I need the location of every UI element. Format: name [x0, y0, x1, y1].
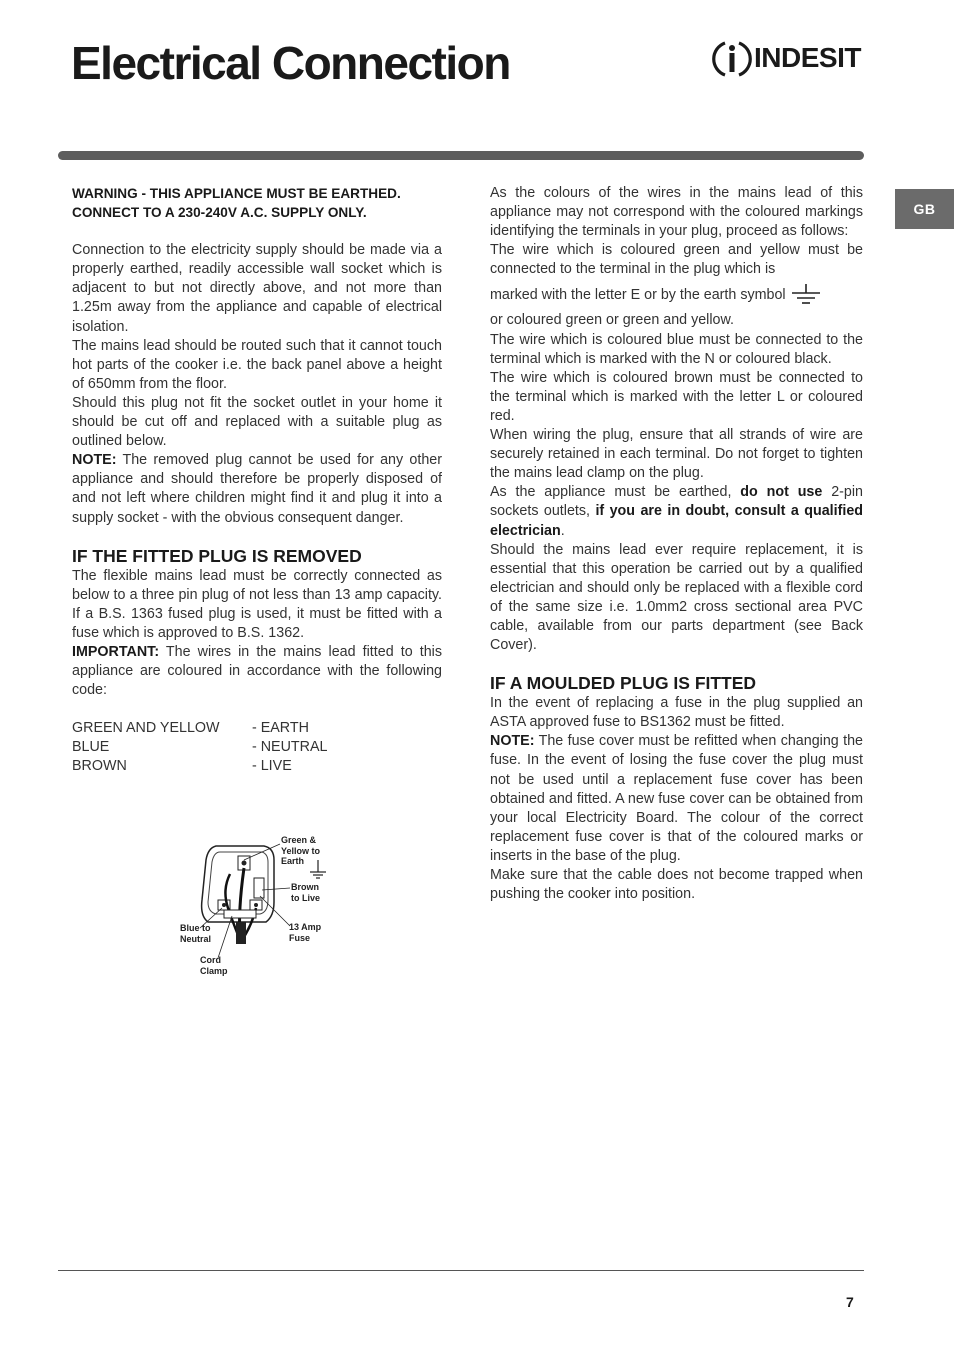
paragraph-connection: Connection to the electricity supply should be made via a properly earthed, readily accessible wall socket which is adjacent to but not directly above, and not more than 1.25m away from the appliance and capable of electrical isolation.: [72, 242, 442, 335]
paragraph-earthed-warning: [490, 483, 863, 540]
bold-run: do not use: [740, 484, 823, 501]
wire-code-row: [72, 738, 442, 757]
label-13-amp-fuse: [289, 922, 321, 943]
text-run: .: [560, 522, 565, 539]
wire-meaning: - EARTH: [252, 720, 309, 737]
text-run: As the appliance must be earthed,: [490, 484, 741, 501]
label-line: Brown: [291, 882, 319, 892]
important-wire-colours: [72, 643, 442, 700]
page-title: Electrical Connection: [71, 37, 510, 89]
paragraph-earth-symbol: [490, 283, 863, 307]
warning-text: [72, 184, 442, 222]
indesit-logo: [712, 38, 864, 80]
paragraph-plug-fit: Should this plug not fit the socket outlet in your home it should be cut off and replaced with a suitable plug as outlined below.: [72, 394, 442, 450]
note-removed-plug: [72, 451, 442, 527]
label-line: Green &: [281, 835, 317, 845]
note-text: The removed plug cannot be used for any other appliance and should therefore be properly disposed of and not left where children might find it and plug it into a supply socket - with the obvious consequent danger.: [72, 452, 442, 526]
label-cord-clamp: [200, 955, 228, 976]
wire-colour: BLUE: [72, 739, 110, 756]
label-line: Blue to: [180, 923, 211, 933]
brand-name: INDESIT: [754, 42, 861, 73]
important-label: IMPORTANT:: [72, 643, 160, 660]
label-line: 13 Amp: [289, 922, 322, 932]
label-line: Cord: [200, 955, 221, 965]
text-run: 2-pin sockets outlets,: [490, 484, 863, 520]
earth-symbol-text: marked with the letter E or by the earth symbol: [490, 287, 786, 304]
important-text: The wires in the mains lead fitted to this appliance are coloured in accordance with the following code:: [72, 643, 442, 699]
paragraph-brown-wire: The wire which is coloured brown must be connected to the terminal which is marked with the letter L or coloured red.: [490, 369, 863, 424]
label-line: to Live: [291, 892, 321, 903]
note-text: The fuse cover must be refitted when changing the fuse. In the event of losing the fuse cover the plug must not be used until a replacement fuse cover has been obtained and fitted. A new fuse cover can be obtained from your local Electricity Board. The colour of the correct replacement fuse cover is that of the coloured marks or inserts in the base of the plug.: [490, 733, 863, 864]
paragraph-replacing-fuse: In the event of replacing a fuse in the plug supplied an ASTA approved fuse to BS1362 must be fitted.: [490, 695, 863, 731]
label-line: Neutral: [180, 933, 212, 944]
label-line: Fuse: [289, 932, 311, 943]
label-blue-neutral: [180, 923, 211, 944]
bold-run: if you are in doubt, consult a qualified electrician: [490, 503, 864, 539]
indesit-logo-icon: [712, 38, 752, 80]
note-label: NOTE:: [490, 733, 535, 750]
label-line: Clamp: [200, 965, 228, 976]
paragraph-wiring-plug: When wiring the plug, ensure that all strands of wire are securely retained in each terminal. Do not forget to tighten the mains lead clamp on the plug.: [490, 427, 863, 482]
paragraph-mains-lead: The mains lead should be routed such that it cannot touch hot parts of the cooker i.e. the back panel above a height of 650mm from the floor.: [72, 337, 442, 392]
wire-colour: GREEN AND YELLOW: [72, 720, 220, 737]
page-number: 7: [846, 1294, 854, 1310]
paragraph-earth-colour: or coloured green or green and yellow.: [490, 312, 734, 329]
wire-colour-code-table: [72, 719, 442, 776]
wire-meaning: - NEUTRAL: [252, 739, 328, 756]
plug-wiring-diagram: [178, 830, 338, 980]
footer-divider: [58, 1270, 864, 1271]
paragraph-lead-replacement: Should the mains lead ever require replacement, it is essential that this operation be carried out by a qualified electrician and should only be replaced with a flexible cord of the same size i.e. 1.0mm2 cross sectional area PVC cable, available from our parts department (see Back Cover).: [490, 541, 863, 654]
paragraph-cable-trapped: Make sure that the cable does not become trapped when pushing the cooker into position.: [490, 867, 863, 903]
language-tab[interactable]: GB: [895, 189, 954, 229]
heading-moulded-plug: IF A MOULDED PLUG IS FITTED: [490, 673, 757, 694]
wire-colour: BROWN: [72, 758, 127, 775]
label-green-yellow-earth: [281, 835, 320, 867]
paragraph-blue-wire: The wire which is coloured blue must be connected to the terminal which is marked with the N or coloured black.: [490, 331, 863, 367]
warning-line-1: WARNING - THIS APPLIANCE MUST BE EARTHED.: [72, 186, 401, 201]
label-line: Yellow to: [281, 845, 321, 856]
right-column: [490, 184, 863, 904]
left-column: [72, 184, 442, 777]
header-divider: [58, 151, 864, 160]
label-brown-live: [291, 882, 320, 903]
note-label: NOTE:: [72, 452, 117, 469]
wire-code-row: [72, 719, 442, 738]
paragraph-earth-wire: The wire which is coloured green and yellow must be connected to the terminal in the plug which is: [490, 242, 863, 278]
wire-code-row: [72, 757, 442, 776]
label-line: Earth: [281, 856, 305, 866]
paragraph-three-pin-plug: The flexible mains lead must be correctly connected as below to a three pin plug of not less than 13 amp capacity. If a B.S. 1363 fused plug is used, it must be fitted with a fuse which is approved to B.S. 1362.: [72, 567, 442, 641]
note-fuse-cover: [490, 732, 863, 866]
heading-fitted-plug-removed: IF THE FITTED PLUG IS REMOVED: [72, 545, 362, 566]
paragraph-wire-colours: As the colours of the wires in the mains lead of this appliance may not correspond with the coloured markings identifying the terminals in your plug, proceed as follows:: [490, 185, 863, 240]
warning-line-2: CONNECT TO A 230-240V A.C. SUPPLY ONLY.: [72, 205, 367, 221]
wire-meaning: - LIVE: [252, 758, 292, 775]
earth-symbol-icon: [790, 283, 822, 307]
